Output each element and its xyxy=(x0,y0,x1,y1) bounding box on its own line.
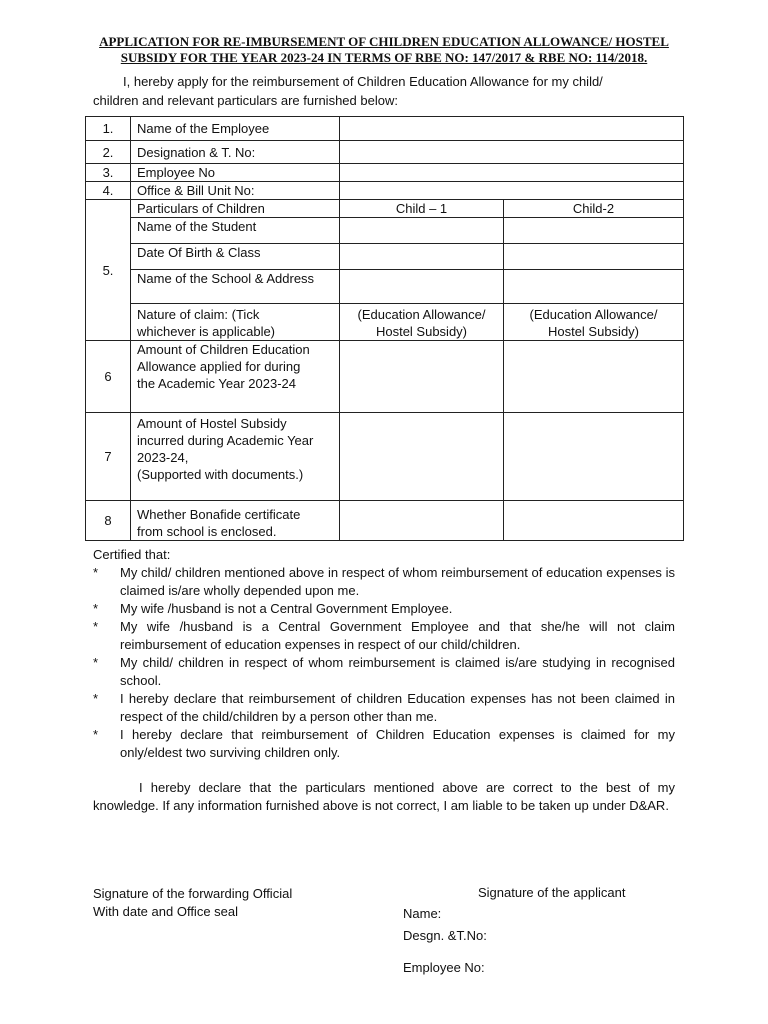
table-row xyxy=(86,270,684,304)
dob-class-label: Date Of Birth & Class xyxy=(131,244,340,270)
table-row xyxy=(86,304,684,341)
table-row xyxy=(86,501,684,541)
child-2-school-field[interactable] xyxy=(504,270,684,304)
table-row xyxy=(86,117,684,141)
list-item: * My wife /husband is a Central Government Employee and that she/he will not claim reimbursement of education expenses in respect of our child/children. xyxy=(93,619,675,652)
child-1-claim-option[interactable]: (Education Allowance/ Hostel Subsidy) xyxy=(340,304,504,341)
list-item: * I hereby declare that reimbursement of Children Education expenses is claimed for my only/eldest two surviving children only. xyxy=(93,727,675,760)
intro-line-2: children and relevant particulars are furnished below: xyxy=(93,93,398,108)
forwarding-signature-block xyxy=(93,885,292,921)
table-row xyxy=(86,218,684,244)
list-item: * I hereby declare that reimbursement of children Education expenses has not been claimed in respect of the child/children by a person other than me. xyxy=(93,691,675,724)
list-item: * My child/ children mentioned above in respect of whom reimbursement of education expenses is claimed is/are wholly depended upon me. xyxy=(93,565,675,598)
intro-line-1: I, hereby apply for the reimbursement of Children Education Allowance for my child/ xyxy=(123,74,603,89)
table-row xyxy=(86,200,684,218)
bullet-icon: * xyxy=(93,691,99,706)
table-row xyxy=(86,341,684,413)
table-row xyxy=(86,413,684,501)
bullet-icon: * xyxy=(93,601,99,616)
nature-of-claim-label: Nature of claim: (Tick whichever is applicable) xyxy=(131,304,340,341)
table-row xyxy=(86,244,684,270)
designation-field[interactable] xyxy=(340,141,684,164)
title-line-1: APPLICATION FOR RE-IMBURSEMENT OF CHILDREN EDUCATION ALLOWANCE/ HOSTEL xyxy=(99,34,669,49)
child-2-header: Child-2 xyxy=(504,200,684,218)
child-1-school-field[interactable] xyxy=(340,270,504,304)
particulars-table xyxy=(85,116,684,541)
form-title xyxy=(90,34,678,66)
education-allowance-label: Amount of Children Education Allowance applied for during the Academic Year 2023-24 xyxy=(131,341,340,413)
bullet-icon: * xyxy=(93,565,99,580)
hostel-subsidy-label: Amount of Hostel Subsidy incurred during Academic Year 2023-24, (Supported with documents.) xyxy=(131,413,340,501)
row-number: 8 xyxy=(86,501,131,541)
child-1-bonafide-field[interactable] xyxy=(340,501,504,541)
table-row xyxy=(86,141,684,164)
declaration-paragraph: I hereby declare that the particulars mentioned above are correct to the best of my knowledge. If any information furnished above is not correct, I am liable to be taken up under D&AR. xyxy=(93,780,675,813)
child-1-hostel-field[interactable] xyxy=(340,413,504,501)
child-1-header: Child – 1 xyxy=(340,200,504,218)
row-number: 4. xyxy=(86,182,131,200)
row-number: 6 xyxy=(86,341,131,413)
child-2-claim-option[interactable]: (Education Allowance/ Hostel Subsidy) xyxy=(504,304,684,341)
office-seal-label: With date and Office seal xyxy=(93,904,239,919)
applicant-designation-label: Desgn. &T.No: xyxy=(403,928,487,943)
row-number: 3. xyxy=(86,164,131,182)
row-number: 2. xyxy=(86,141,131,164)
title-line-2: SUBSIDY FOR THE YEAR 2023-24 IN TERMS OF RBE NO: 147/2017 & RBE NO: 114/2018. xyxy=(120,50,648,65)
child-1-dob-field[interactable] xyxy=(340,244,504,270)
certified-heading: Certified that: xyxy=(93,547,171,562)
child-2-hostel-field[interactable] xyxy=(504,413,684,501)
applicant-employee-no-label: Employee No: xyxy=(403,960,485,975)
certification-section xyxy=(93,546,675,762)
bullet-icon: * xyxy=(93,727,99,742)
applicant-name-label: Name: xyxy=(403,906,442,921)
school-address-label: Name of the School & Address xyxy=(131,270,340,304)
employee-no-field[interactable] xyxy=(340,164,684,182)
row-number: 5. xyxy=(86,200,131,341)
employee-no-label: Employee No xyxy=(131,164,340,182)
row-number: 7 xyxy=(86,413,131,501)
applicant-details-block xyxy=(403,903,487,979)
employee-name-label: Name of the Employee xyxy=(131,117,340,141)
row-number: 1. xyxy=(86,117,131,141)
particulars-label: Particulars of Children xyxy=(131,200,340,218)
child-1-student-name-field[interactable] xyxy=(340,218,504,244)
list-item: * My child/ children in respect of whom reimbursement is claimed is/are studying in recognised school. xyxy=(93,655,675,688)
bonafide-label: Whether Bonafide certificate from school is enclosed. xyxy=(131,501,340,541)
student-name-label: Name of the Student xyxy=(131,218,340,244)
table-row xyxy=(86,164,684,182)
table-row xyxy=(86,182,684,200)
employee-name-field[interactable] xyxy=(340,117,684,141)
office-bill-unit-label: Office & Bill Unit No: xyxy=(131,182,340,200)
child-1-allowance-field[interactable] xyxy=(340,341,504,413)
applicant-signature-label: Signature of the applicant xyxy=(478,885,626,900)
child-2-allowance-field[interactable] xyxy=(504,341,684,413)
forwarding-signature-label: Signature of the forwarding Official xyxy=(93,886,293,901)
child-2-bonafide-field[interactable] xyxy=(504,501,684,541)
child-2-student-name-field[interactable] xyxy=(504,218,684,244)
intro-paragraph xyxy=(93,72,675,110)
office-bill-unit-field[interactable] xyxy=(340,182,684,200)
bullet-icon: * xyxy=(93,655,99,670)
designation-label: Designation & T. No: xyxy=(131,141,340,164)
bullet-icon: * xyxy=(93,619,99,634)
list-item: * My wife /husband is not a Central Government Employee. xyxy=(93,601,453,616)
child-2-dob-field[interactable] xyxy=(504,244,684,270)
